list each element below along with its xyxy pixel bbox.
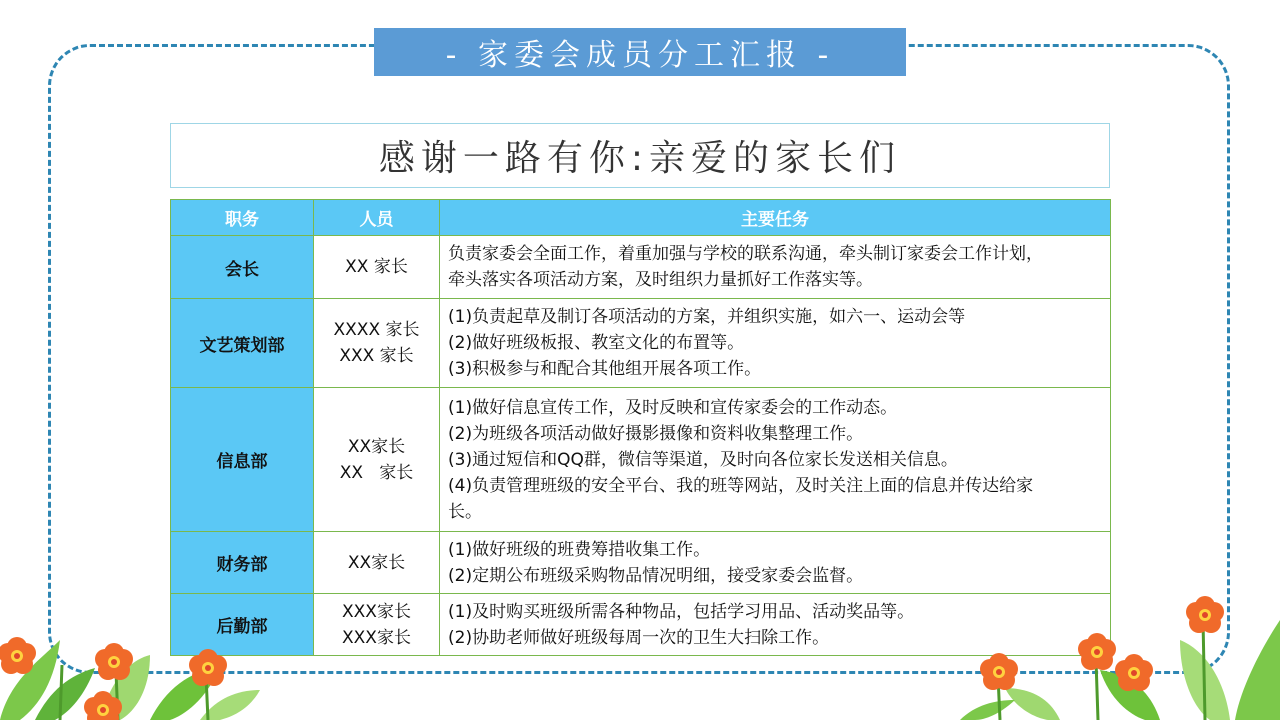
task-line: (2)为班级各项活动做好摄影摄像和资料收集整理工作。 — [448, 423, 864, 444]
task-line: (2)定期公布班级采购物品情况明细，接受家委会监督。 — [448, 565, 864, 586]
task-line: 牵头落实各项活动方案，及时组织力量抓好工作落实等。 — [448, 270, 873, 290]
task-line: 长。 — [448, 501, 482, 522]
person-name: XX家长 — [347, 436, 406, 457]
task-line: (3)通过短信和QQ群，微信等渠道，及时向各位家长发送相关信息。 — [448, 449, 958, 470]
task-line: (1)做好班级的班费筹措收集工作。 — [448, 539, 711, 560]
task-line: 负责家委会全面工作，着重加强与学校的联系沟通，牵头制订家委会工作计划， — [448, 244, 1043, 264]
person-name: XX家长 — [347, 552, 406, 573]
task-line: (1)负责起草及制订各项活动的方案，并组织实施，如六一、运动会等 — [448, 307, 966, 327]
header-tasks: 主要任务 — [440, 200, 1111, 236]
task-line: (1)做好信息宣传工作，及时反映和宣传家委会的工作动态。 — [448, 397, 898, 418]
person-name: XX 家长 — [345, 257, 408, 277]
person-name: XXX家长 — [342, 627, 411, 648]
subtitle: 感谢一路有你:亲爱的家长们 — [378, 138, 902, 179]
task-line: (1)及时购买班级所需各种物品，包括学习用品、活动奖品等。 — [448, 601, 915, 622]
person-name: XXXX 家长 — [333, 320, 420, 340]
header-role: 职务 — [171, 200, 314, 236]
task-line: (2)协助老师做好班级每周一次的卫生大扫除工作。 — [448, 627, 830, 648]
role-cell: 会长 — [171, 236, 314, 299]
person-name: XX 家长 — [339, 462, 414, 483]
header-people: 人员 — [314, 200, 440, 236]
role-cell: 财务部 — [171, 532, 314, 594]
role-cell: 信息部 — [171, 388, 314, 532]
page-title: - 家委会成员分工汇报 - — [445, 38, 835, 73]
role-cell: 后勤部 — [171, 594, 314, 656]
person-name: XXX家长 — [342, 601, 411, 622]
task-line: (4)负责管理班级的安全平台、我的班等网站，及时关注上面的信息并传达给家 — [448, 475, 1034, 496]
person-name: XXX 家长 — [339, 346, 414, 366]
task-line: (2)做好班级板报、教室文化的布置等。 — [448, 333, 745, 353]
role-cell: 文艺策划部 — [171, 299, 314, 388]
task-line: (3)积极参与和配合其他组开展各项工作。 — [448, 359, 762, 379]
